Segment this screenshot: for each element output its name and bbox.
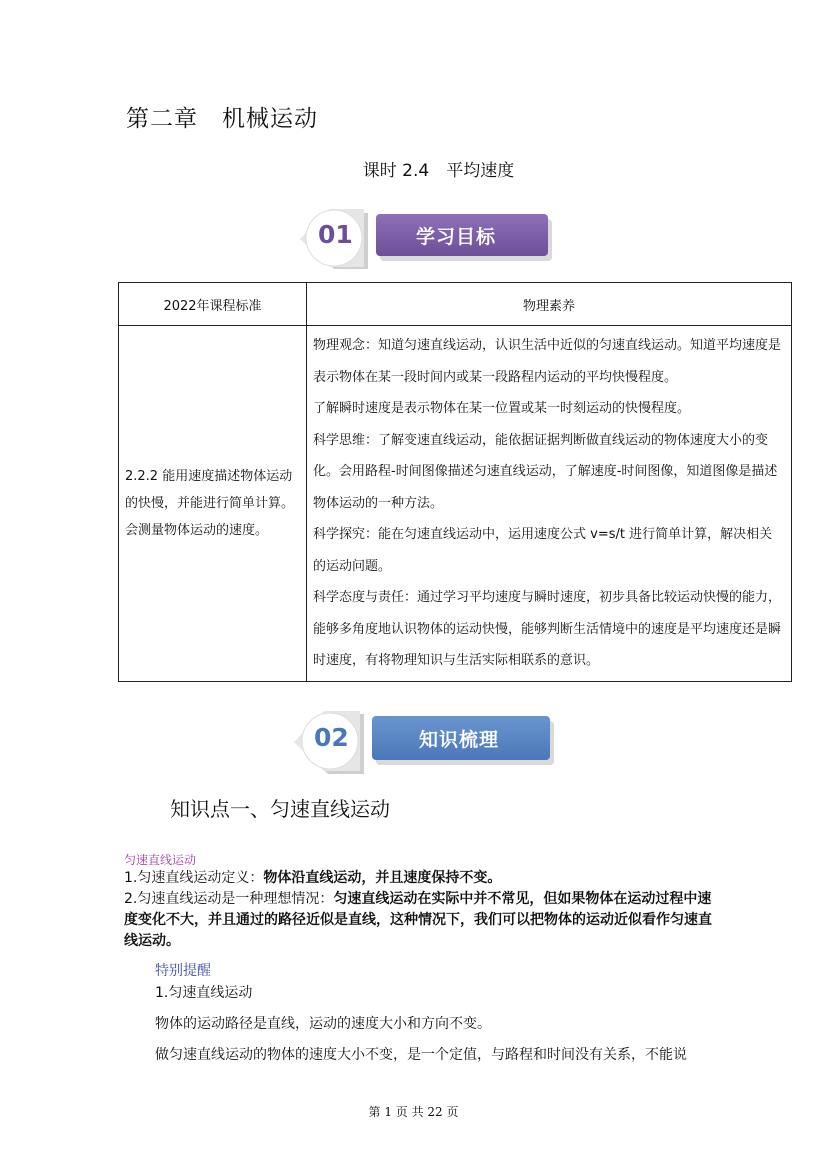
- note-text: 物体的运动路径是直线，运动的速度大小和方向不变。: [155, 1016, 491, 1032]
- ideal-case-text: 匀速直线运动在实际中并不常见，但如果物体在运动过程中速度变化不大，并且通过的路径近似是直线，这种情况下，我们可以把物体的运动近似看作匀速直线运动。: [124, 891, 712, 949]
- literacy-thinking: 科学思维：了解变速直线运动，能依据证据判断做直线运动的物体速度大小的变化。会用路程-时间图像描述匀速直线运动，了解速度-时间图像，知道图像是描述物体运动的一种方法。: [313, 432, 778, 511]
- table-row: [119, 326, 792, 682]
- curriculum-standard-cell: 2.2.2 能用速度描述物体运动的快慢，并能进行简单计算。会测量物体运动的速度。: [119, 326, 307, 682]
- definition-prefix: 1.匀速直线运动定义：: [124, 870, 264, 886]
- definition-item: [124, 868, 714, 889]
- literacy-attitude: 科学态度与责任：通过学习平均速度与瞬时速度，初步具备比较运动快慢的能力，能够多角度地认识物体的运动快慢，能够判断生活情境中的速度是平均速度还是瞬时速度，有将物理知识与生活实际相联系的意识。: [313, 590, 782, 668]
- section-number: 01: [318, 220, 353, 249]
- literacy-concept: 物理观念：知道匀速直线运动，认识生活中近似的匀速直线运动。知道平均速度是表示物体在某一段时间内或某一段路程内运动的平均快慢程度。: [313, 338, 782, 385]
- ideal-case-item: [124, 889, 714, 952]
- section-label: 学习目标: [416, 226, 497, 248]
- section-number: 02: [314, 723, 349, 752]
- literacy-instant-speed: 了解瞬时速度是表示物体在某一位置或某一时刻运动的快慢程度。: [313, 401, 691, 416]
- learning-goals-table: [118, 282, 792, 682]
- table-header-row: [119, 283, 792, 326]
- note-heading: 特别提醒: [155, 963, 211, 979]
- section-banner-knowledge-review: [0, 708, 827, 772]
- literacy-inquiry: 科学探究：能在匀速直线运动中，运用速度公式 v=s/t 进行简单计算，解决相关的运动问题。: [313, 527, 773, 574]
- section-label: 知识梳理: [419, 729, 500, 751]
- lesson-title: 课时 2.4 平均速度: [362, 161, 515, 181]
- definition-text: 物体沿直线运动，并且速度保持不变。: [263, 870, 502, 886]
- banner-graphic-02: [0, 708, 827, 778]
- sub-heading: 匀速直线运动: [124, 853, 197, 867]
- page-footer: 第 1 页 共 22 页: [368, 1105, 459, 1119]
- header-curriculum-standard: 2022年课程标准: [119, 283, 307, 326]
- note-text: 做匀速直线运动的物体的速度大小不变，是一个定值，与路程和时间没有关系，不能说: [155, 1047, 687, 1063]
- knowledge-point-title: 知识点一、匀速直线运动: [170, 797, 390, 821]
- banner-graphic-01: [0, 205, 827, 269]
- header-physics-literacy: 物理素养: [307, 283, 792, 326]
- section-banner-learning-goals: [0, 205, 827, 269]
- note-item: 1.匀速直线运动: [155, 985, 253, 1001]
- chapter-title: 第二章 机械运动: [126, 106, 318, 132]
- physics-literacy-cell: [307, 326, 792, 682]
- ideal-case-prefix: 2.匀速直线运动是一种理想情况：: [124, 891, 334, 907]
